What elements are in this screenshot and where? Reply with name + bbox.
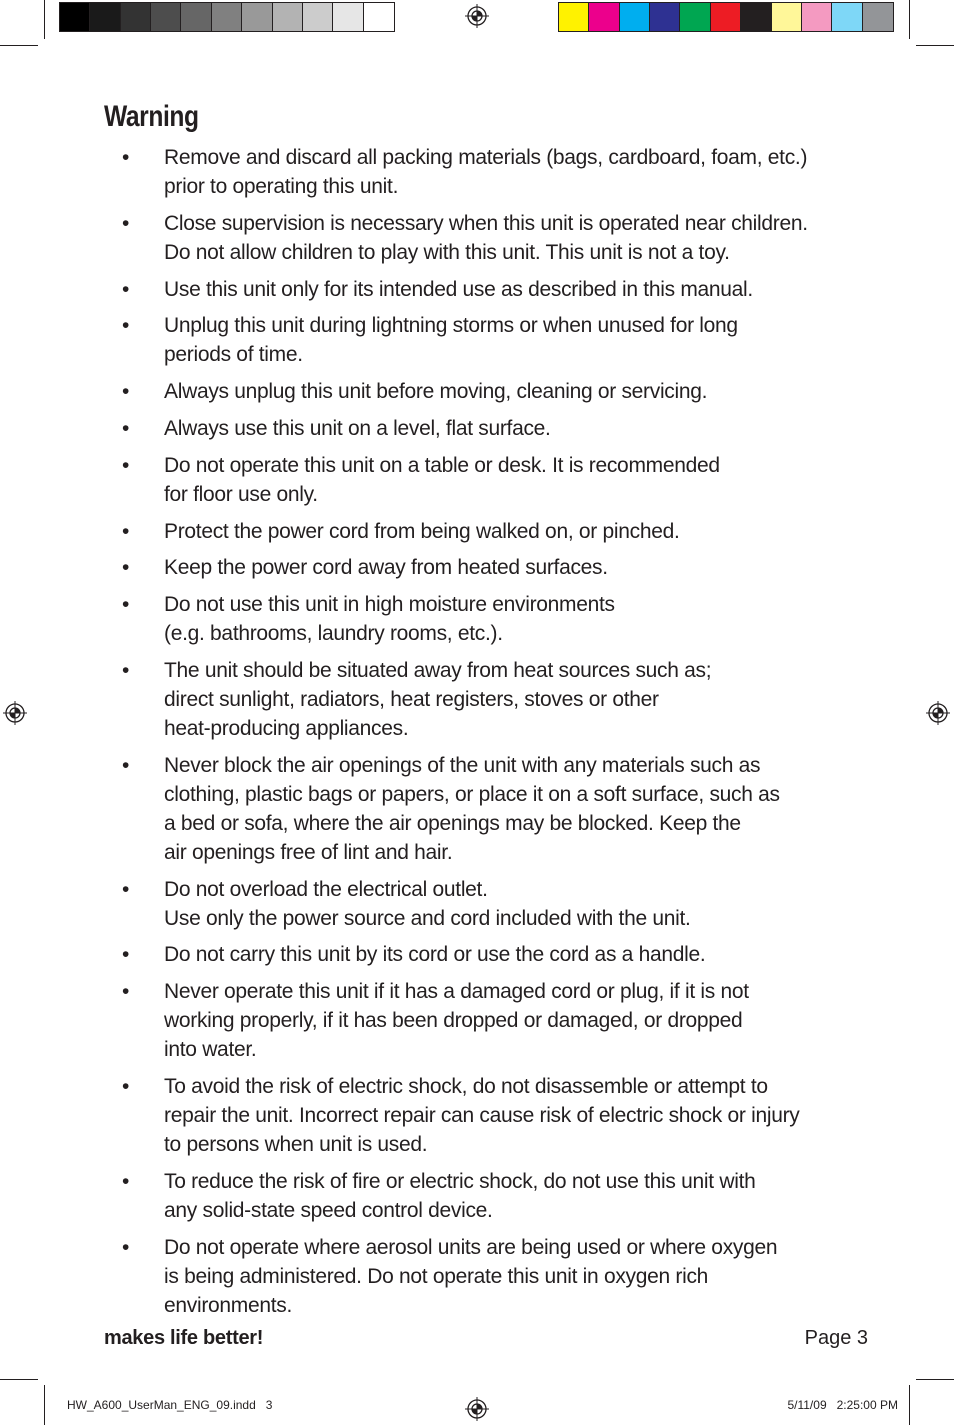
list-item [104, 1233, 884, 1320]
bullet-icon: • [122, 380, 130, 404]
registration-target-icon [926, 701, 950, 725]
registration-target-icon [465, 4, 489, 28]
gray-swatch [364, 3, 394, 31]
color-swatch [650, 3, 680, 31]
bullet-icon: • [122, 980, 130, 1004]
list-item-text: Always unplug this unit before moving, cleaning or servicing. [164, 380, 708, 404]
section-heading: Warning [104, 100, 199, 133]
list-item-text: The unit should be situated away from heat sources such as; direct sunlight, radiators, heat registers, stoves or other heat-producing appliances. [164, 658, 712, 740]
color-swatch [772, 3, 802, 31]
gray-swatch [303, 3, 333, 31]
process-color-bar [558, 2, 894, 32]
bullet-icon: • [122, 593, 130, 617]
list-item [104, 209, 884, 267]
bullet-icon: • [122, 556, 130, 580]
list-item [104, 143, 884, 201]
list-item-text: Do not operate where aerosol units are being used or where oxygen is being administered. Do not operate this unit in oxygen rich environments. [164, 1235, 778, 1317]
list-item [104, 311, 884, 369]
crop-mark-bottom-right-v [909, 1385, 910, 1425]
gray-swatch [181, 3, 211, 31]
list-item-text: Unplug this unit during lightning storms or when unused for long periods of time. [164, 314, 738, 367]
list-item-text: To avoid the risk of electric shock, do not disassemble or attempt to repair the unit. Incorrect repair can cause risk of electric shock or injury to persons when unit is used. [164, 1074, 800, 1156]
bullet-icon: • [122, 658, 130, 682]
color-swatch [559, 3, 589, 31]
list-item [104, 656, 884, 743]
crop-mark-bottom-right-h [916, 1379, 954, 1380]
list-item [104, 553, 884, 582]
list-item [104, 590, 884, 648]
list-item-text: To reduce the risk of fire or electric shock, do not use this unit with any solid-state speed control device. [164, 1169, 756, 1222]
list-item-text: Always use this unit on a level, flat surface. [164, 416, 551, 440]
color-swatch [680, 3, 710, 31]
color-swatch [589, 3, 619, 31]
color-swatch [863, 3, 893, 31]
warning-list [104, 143, 884, 1327]
page-number: Page 3 [804, 1327, 868, 1349]
footer-tagline: makes life better! [104, 1327, 264, 1349]
color-swatch [741, 3, 771, 31]
grayscale-color-bar [59, 2, 395, 32]
bullet-icon: • [122, 943, 130, 967]
color-swatch [832, 3, 862, 31]
list-item [104, 414, 884, 443]
gray-swatch [151, 3, 181, 31]
color-swatch [802, 3, 832, 31]
list-item [104, 1167, 884, 1225]
gray-swatch [242, 3, 272, 31]
gray-swatch [212, 3, 242, 31]
bullet-icon: • [122, 1169, 130, 1193]
crop-mark-top-right-v [909, 0, 910, 39]
gray-swatch [60, 3, 90, 31]
list-item [104, 1072, 884, 1159]
color-swatch [711, 3, 741, 31]
list-item-text: Keep the power cord away from heated surfaces. [164, 556, 608, 580]
list-item [104, 751, 884, 867]
list-item [104, 451, 884, 509]
list-item-text: Never operate this unit if it has a damaged cord or plug, if it is not working properly, if it has been dropped or damaged, or dropped into water. [164, 980, 749, 1062]
gray-swatch [333, 3, 363, 31]
list-item [104, 977, 884, 1064]
bullet-icon: • [122, 877, 130, 901]
crop-mark-top-left-h [0, 45, 38, 46]
bullet-icon: • [122, 416, 130, 440]
slug-filename: HW_A600_UserMan_ENG_09.indd 3 [67, 1398, 273, 1412]
list-item [104, 377, 884, 406]
gray-swatch [121, 3, 151, 31]
gray-swatch [90, 3, 120, 31]
color-swatch [620, 3, 650, 31]
crop-mark-bottom-left-v [44, 1385, 45, 1425]
bullet-icon: • [122, 211, 130, 235]
bullet-icon: • [122, 314, 130, 338]
registration-target-icon [465, 1397, 489, 1421]
bullet-icon: • [122, 1074, 130, 1098]
list-item-text: Use this unit only for its intended use as described in this manual. [164, 277, 753, 301]
crop-mark-top-left-v [44, 0, 45, 39]
bullet-icon: • [122, 146, 130, 169]
list-item [104, 517, 884, 546]
list-item [104, 875, 884, 933]
list-item-text: Remove and discard all packing materials (bags, cardboard, foam, etc.) prior to operating this unit. [164, 146, 808, 198]
gray-swatch [273, 3, 303, 31]
bullet-icon: • [122, 753, 130, 777]
bullet-icon: • [122, 277, 130, 301]
list-item-text: Do not operate this unit on a table or desk. It is recommended for floor use only. [164, 453, 720, 506]
list-item-text: Do not overload the electrical outlet. Use only the power source and cord included with the unit. [164, 877, 691, 930]
list-item [104, 940, 884, 969]
slug-timestamp: 5/11/09 2:25:00 PM [787, 1398, 898, 1412]
crop-mark-top-right-h [916, 45, 954, 46]
list-item-text: Do not carry this unit by its cord or use the cord as a handle. [164, 943, 706, 967]
bullet-icon: • [122, 1235, 130, 1259]
list-item-text: Never block the air openings of the unit with any materials such as clothing, plastic bags or papers, or place it on a soft surface, such as a bed or sofa, where the air openings may be blocked. Keep the air openings free of lint and hair. [164, 753, 780, 864]
registration-target-icon [3, 701, 27, 725]
bullet-icon: • [122, 519, 130, 543]
list-item-text: Close supervision is necessary when this unit is operated near children. Do not allow children to play with this unit. This unit is not a toy. [164, 211, 808, 264]
bullet-icon: • [122, 453, 130, 477]
list-item-text: Do not use this unit in high moisture environments (e.g. bathrooms, laundry rooms, etc.). [164, 593, 615, 646]
list-item [104, 275, 884, 304]
list-item-text: Protect the power cord from being walked on, or pinched. [164, 519, 680, 543]
crop-mark-bottom-left-h [0, 1379, 38, 1380]
